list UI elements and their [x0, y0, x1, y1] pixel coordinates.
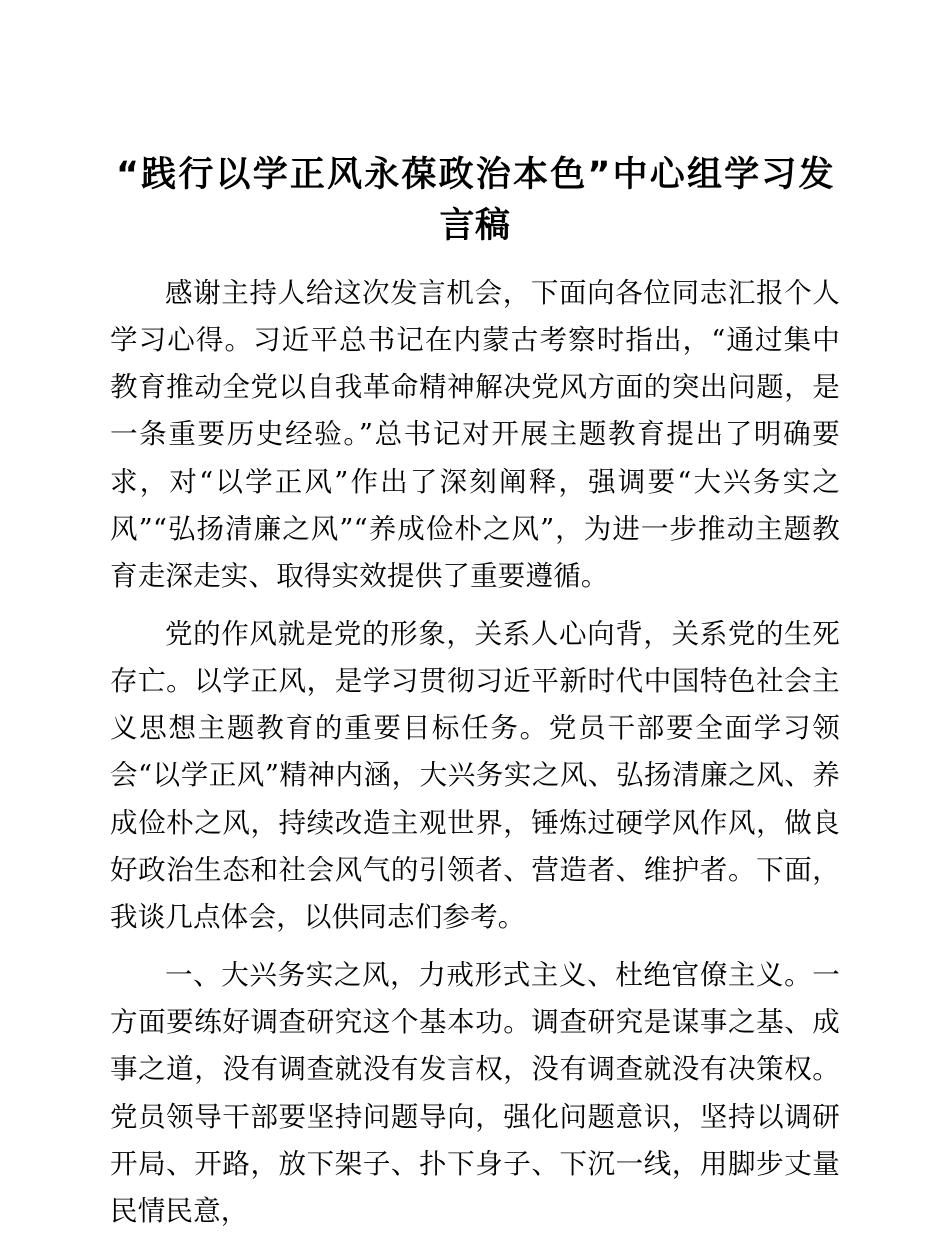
paragraph-2: 党的作风就是党的形象，关系人心向背，关系党的生死存亡。以学正风，是学习贯彻习近平新时代中国特色社会主义思想主题教育的重要目标任务。党员干部要全面学习领会“以学正风”精神内涵，大兴务实之风、弘扬清廉之风、养成俭朴之风，持续改造主观世界，锤炼过硬学风作风，做良好政治生态和社会风气的引领者、营造者、维护者。下面，我谈几点体会，以供同志们参考。 — [110, 617, 840, 934]
paragraph-1: 感谢主持人给这次发言机会，下面向各位同志汇报个人学习心得。习近平总书记在内蒙古考察时指出，“通过集中教育推动全党以自我革命精神解决党风方面的突出问题，是一条重要历史经验。”总书记对开展主题教育提出了明确要求，对“以学正风”作出了深刻阐释，强调要“大兴务实之风”“弘扬清廉之风”“养成俭朴之风”，为进一步推动主题教育走深走实、取得实效提供了重要遵循。 — [110, 276, 840, 593]
page-title: “践行以学正风永葆政治本色”中心组学习发言稿 — [116, 155, 834, 246]
paragraph-3: 一、大兴务实之风，力戒形式主义、杜绝官僚主义。一方面要练好调查研究这个基本功。调查研究是谋事之基、成事之道，没有调查就没有发言权，没有调查就没有决策权。党员领导干部要坚持问题导向，强化问题意识，坚持以调研开局、开路，放下架子、扑下身子、下沉一线，用脚步丈量民情民意， — [110, 958, 840, 1228]
